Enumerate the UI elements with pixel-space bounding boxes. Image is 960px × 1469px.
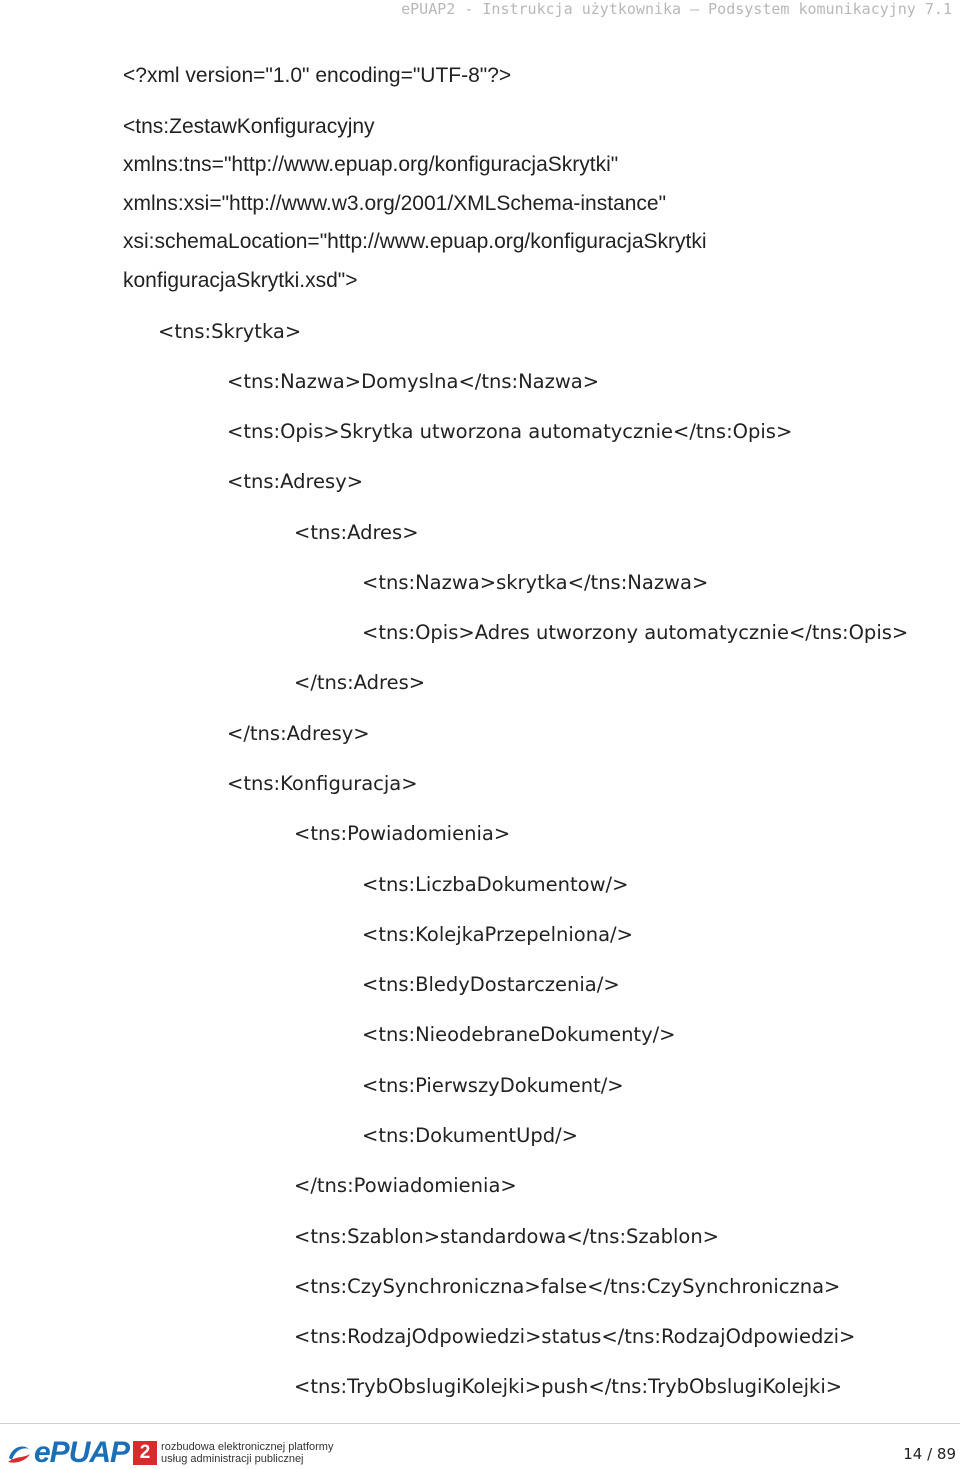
footer-divider — [0, 1423, 960, 1424]
xml-line: <tns:RodzajOdpowiedzi>status</tns:RodzajOdpowiedzi> — [294, 1325, 856, 1348]
running-header: ePUAP2 - Instrukcja użytkownika – Podsystem komunikacyjny 7.1 — [401, 0, 952, 18]
xml-line: xmlns:xsi="http://www.w3.org/2001/XMLSchema-instance" — [123, 192, 667, 215]
xml-line: <tns:Konfiguracja> — [227, 772, 418, 795]
xml-line: <tns:Opis>Adres utworzony automatycznie</tns:Opis> — [362, 621, 909, 644]
xml-line: <tns:Powiadomienia> — [294, 822, 511, 845]
xml-line: </tns:Adres> — [294, 671, 426, 694]
xml-line: <tns:PierwszyDokument/> — [362, 1074, 624, 1097]
xml-line: <tns:KolejkaPrzepelniona/> — [362, 923, 633, 946]
logo-wordmark: ePUAP — [34, 1436, 130, 1469]
xml-line: xmlns:tns="http://www.epuap.org/konfiguracjaSkrytki" — [123, 153, 619, 176]
tagline-line: usług administracji publicznej — [161, 1453, 304, 1465]
xml-line: <tns:Nazwa>skrytka</tns:Nazwa> — [362, 571, 709, 594]
xml-line: xsi:schemaLocation="http://www.epuap.org/konfiguracjaSkrytki — [123, 230, 707, 253]
xml-line: konfiguracjaSkrytki.xsd"> — [123, 269, 358, 292]
xml-line: </tns:Powiadomienia> — [294, 1174, 517, 1197]
xml-line: </tns:Adresy> — [227, 722, 370, 745]
xml-line: <tns:LiczbaDokumentow/> — [362, 873, 629, 896]
xml-line: <tns:Adres> — [294, 521, 419, 544]
xml-line: <tns:Szablon>standardowa</tns:Szablon> — [294, 1225, 720, 1248]
xml-line: <tns:BledyDostarczenia/> — [362, 973, 620, 996]
xml-line: <tns:Adresy> — [227, 470, 364, 493]
xml-line: <tns:TrybObslugiKolejki>push</tns:TrybObslugiKolejki> — [294, 1375, 843, 1398]
xml-line: <tns:CzySynchroniczna>false</tns:CzySynchroniczna> — [294, 1275, 841, 1298]
epuap-swoosh-icon — [6, 1440, 32, 1466]
logo-version-badge: 2 — [133, 1441, 157, 1465]
tagline-line: rozbudowa elektronicznej platformy — [161, 1441, 334, 1453]
xml-line: <tns:Opis>Skrytka utworzona automatycznie</tns:Opis> — [227, 420, 793, 443]
xml-line: <tns:DokumentUpd/> — [362, 1124, 579, 1147]
epuap-logo — [6, 1438, 341, 1468]
xml-line: <tns:Nazwa>Domyslna</tns:Nazwa> — [227, 370, 600, 393]
xml-line: <tns:ZestawKonfiguracyjny — [123, 115, 375, 138]
logo-tagline — [161, 1441, 341, 1465]
page-number: 14 / 89 — [903, 1445, 956, 1463]
xml-line: <tns:Skrytka> — [158, 320, 302, 343]
xml-line: <?xml version="1.0" encoding="UTF-8"?> — [123, 64, 512, 87]
xml-line: <tns:NieodebraneDokumenty/> — [362, 1023, 676, 1046]
